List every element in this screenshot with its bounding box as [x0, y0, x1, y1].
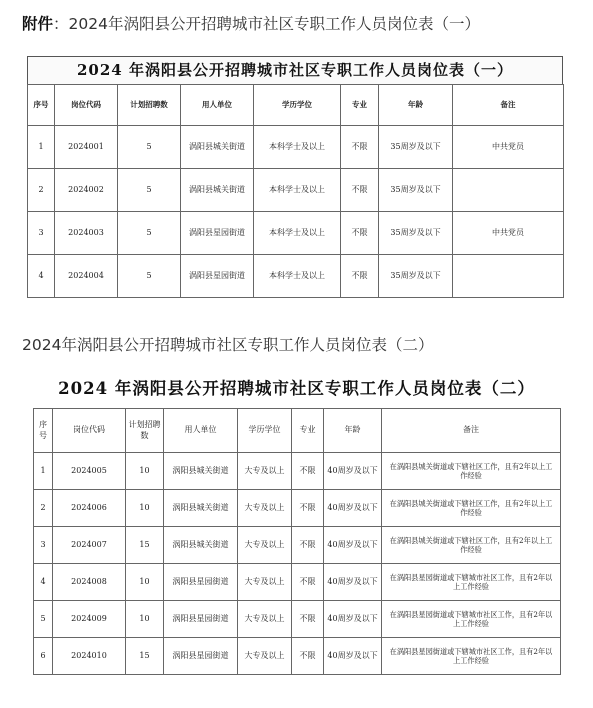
table-cell: 10 [126, 453, 164, 490]
table-cell: 3 [34, 527, 53, 564]
table-cell: 大专及以上 [238, 527, 292, 564]
table-cell: 涡阳县星园街道 [164, 564, 238, 601]
header-cell: 备注 [453, 85, 564, 126]
table-cell: 35周岁及以下 [379, 212, 453, 255]
table-cell: 中共党员 [453, 126, 564, 169]
table-cell: 大专及以上 [238, 490, 292, 527]
job-table-2 [33, 372, 560, 675]
table-cell: 涡阳县星园街道 [164, 601, 238, 638]
heading-separator: ： [53, 15, 69, 33]
section-2-heading: 2024年涡阳县公开招聘城市社区专职工作人员岗位表（二） [22, 336, 434, 354]
table-cell: 2024005 [53, 453, 126, 490]
table-cell: 2024004 [55, 255, 118, 298]
table-row [34, 564, 561, 601]
table-row [28, 126, 564, 169]
table-cell: 2024002 [55, 169, 118, 212]
table-cell: 本科学士及以上 [254, 126, 341, 169]
header-cell: 专业 [292, 409, 324, 453]
table-cell: 涡阳县城关街道 [181, 126, 254, 169]
header-cell: 用人单位 [181, 85, 254, 126]
heading-text: 2024年涡阳县公开招聘城市社区专职工作人员岗位表（一） [68, 15, 480, 33]
table-2-title: 2024 年涡阳县公开招聘城市社区专职工作人员岗位表（二） [58, 379, 535, 398]
table-cell-note: 在涡阳县城关街道或下辖社区工作，且有2年以上工作经验 [382, 490, 561, 527]
table-cell: 不限 [292, 601, 324, 638]
table-cell: 涡阳县城关街道 [164, 527, 238, 564]
table-row [28, 212, 564, 255]
table-cell: 不限 [292, 527, 324, 564]
table-cell: 40周岁及以下 [324, 638, 382, 675]
table-cell: 不限 [292, 638, 324, 675]
table-cell: 中共党员 [453, 212, 564, 255]
header-cell: 年龄 [379, 85, 453, 126]
table-2-grid [33, 408, 561, 675]
header-cell: 岗位代码 [53, 409, 126, 453]
table-cell: 5 [118, 169, 181, 212]
table-cell: 本科学士及以上 [254, 169, 341, 212]
table-cell: 40周岁及以下 [324, 527, 382, 564]
table-cell: 涡阳县星园街道 [164, 638, 238, 675]
table-cell: 不限 [341, 126, 379, 169]
table-cell [453, 169, 564, 212]
table-cell-note: 在涡阳县星园街道或下辖城市社区工作，且有2年以上工作经验 [382, 601, 561, 638]
table-cell-note: 在涡阳县城关街道或下辖社区工作，且有2年以上工作经验 [382, 453, 561, 490]
table-cell: 4 [34, 564, 53, 601]
header-cell: 备注 [382, 409, 561, 453]
table-cell: 2024006 [53, 490, 126, 527]
header-cell: 学历学位 [238, 409, 292, 453]
table-cell: 1 [34, 453, 53, 490]
table-cell: 2024003 [55, 212, 118, 255]
table-cell: 40周岁及以下 [324, 564, 382, 601]
table-cell: 不限 [341, 255, 379, 298]
table-cell: 5 [34, 601, 53, 638]
header-cell: 专业 [341, 85, 379, 126]
table-cell: 10 [126, 490, 164, 527]
table-row [34, 490, 561, 527]
table-1-title: 2024 年涡阳县公开招聘城市社区专职工作人员岗位表（一） [27, 56, 563, 84]
table-cell-note: 在涡阳县星园街道或下辖城市社区工作，且有2年以上工作经验 [382, 564, 561, 601]
table-cell: 40周岁及以下 [324, 453, 382, 490]
table-cell: 大专及以上 [238, 564, 292, 601]
header-cell: 岗位代码 [55, 85, 118, 126]
table-cell: 2024009 [53, 601, 126, 638]
header-cell: 用人单位 [164, 409, 238, 453]
table-cell: 涡阳县星园街道 [181, 212, 254, 255]
table-cell: 40周岁及以下 [324, 490, 382, 527]
table-cell: 15 [126, 638, 164, 675]
table-cell: 10 [126, 564, 164, 601]
table-cell: 不限 [341, 212, 379, 255]
table-cell: 不限 [292, 453, 324, 490]
table-cell: 2024010 [53, 638, 126, 675]
table-row [28, 169, 564, 212]
table-cell: 不限 [292, 564, 324, 601]
table-cell: 1 [28, 126, 55, 169]
header-cell: 序号 [34, 409, 53, 453]
table-cell-note: 在涡阳县星园街道或下辖城市社区工作，且有2年以上工作经验 [382, 638, 561, 675]
table-cell: 5 [118, 126, 181, 169]
header-cell: 计划招聘数 [118, 85, 181, 126]
table-cell: 2024001 [55, 126, 118, 169]
table-cell: 5 [118, 212, 181, 255]
table-cell: 涡阳县城关街道 [164, 453, 238, 490]
table-cell: 15 [126, 527, 164, 564]
table-cell: 2 [34, 490, 53, 527]
job-table-1 [27, 56, 563, 298]
table-cell: 40周岁及以下 [324, 601, 382, 638]
table-row [28, 255, 564, 298]
table-cell: 6 [34, 638, 53, 675]
table-cell: 35周岁及以下 [379, 255, 453, 298]
table-cell: 涡阳县城关街道 [181, 169, 254, 212]
table-row [34, 638, 561, 675]
table-cell: 本科学士及以上 [254, 255, 341, 298]
table-cell: 3 [28, 212, 55, 255]
table-cell: 2 [28, 169, 55, 212]
table-row [34, 453, 561, 490]
table-row [34, 527, 561, 564]
table-cell: 本科学士及以上 [254, 212, 341, 255]
table-cell: 5 [118, 255, 181, 298]
table-cell: 4 [28, 255, 55, 298]
table-header-row [28, 85, 564, 126]
table-cell: 不限 [341, 169, 379, 212]
table-cell: 涡阳县城关街道 [164, 490, 238, 527]
table-cell: 35周岁及以下 [379, 126, 453, 169]
table-cell: 2024007 [53, 527, 126, 564]
table-cell: 不限 [292, 490, 324, 527]
table-row [34, 601, 561, 638]
table-cell: 10 [126, 601, 164, 638]
table-header-row [34, 409, 561, 453]
header-cell: 序号 [28, 85, 55, 126]
header-cell: 计划招聘数 [126, 409, 164, 453]
table-1-grid [27, 84, 564, 298]
header-cell: 年龄 [324, 409, 382, 453]
header-cell: 学历学位 [254, 85, 341, 126]
attachment-heading [22, 12, 480, 34]
table-cell: 涡阳县星园街道 [181, 255, 254, 298]
table-cell [453, 255, 564, 298]
attachment-label: 附件 [22, 15, 54, 33]
table-cell: 大专及以上 [238, 453, 292, 490]
table-cell: 大专及以上 [238, 638, 292, 675]
table-cell: 大专及以上 [238, 601, 292, 638]
table-cell: 35周岁及以下 [379, 169, 453, 212]
table-cell: 2024008 [53, 564, 126, 601]
table-cell-note: 在涡阳县城关街道或下辖社区工作，且有2年以上工作经验 [382, 527, 561, 564]
